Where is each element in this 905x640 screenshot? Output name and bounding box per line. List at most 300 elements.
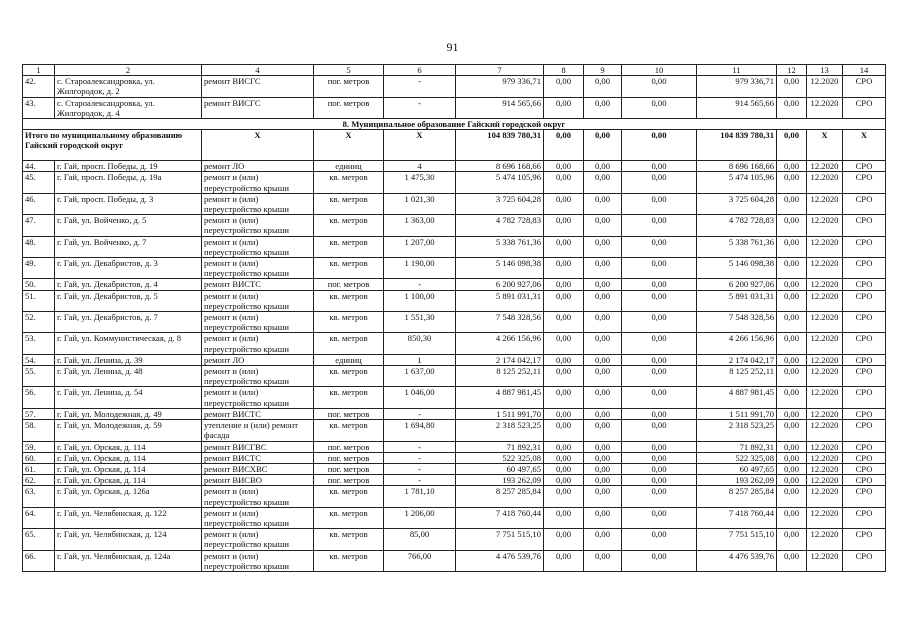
table-row — [23, 486, 886, 507]
quantity-cell: 1 — [384, 354, 456, 365]
completion-date-cell: 12.2020 — [807, 161, 843, 172]
completion-date-cell: 12.2020 — [807, 366, 843, 387]
cost-col9-cell: 0,00 — [584, 333, 622, 354]
cost-col12-cell: 0,00 — [777, 236, 807, 257]
fund-method-cell: СРО — [843, 279, 886, 290]
owners-funds-cell: 2 174 042,17 — [697, 354, 777, 365]
address-cell: г. Гай, ул. Ленина, д. 48 — [55, 366, 202, 387]
owners-funds-cell: 522 325,08 — [697, 452, 777, 463]
cost-col8-cell: 0,00 — [544, 312, 584, 333]
fund-method-cell: СРО — [843, 486, 886, 507]
cost-col12-cell: 0,00 — [777, 215, 807, 236]
cost-col10-cell: 0,00 — [622, 387, 697, 408]
fund-method-cell: СРО — [843, 475, 886, 486]
address-cell: г. Гай, ул. Декабристов, д. 3 — [55, 258, 202, 279]
cost-col9-cell: 0,00 — [584, 529, 622, 550]
row-number: 60. — [23, 452, 55, 463]
owners-funds-cell: 7 548 328,56 — [697, 312, 777, 333]
table-row — [23, 290, 886, 311]
total-cost-cell: 2 318 523,25 — [456, 420, 544, 441]
summary-total: 104 839 780,31 — [456, 130, 544, 161]
owners-funds-cell: 5 891 031,31 — [697, 290, 777, 311]
completion-date-cell: 12.2020 — [807, 76, 843, 97]
cost-col9-cell: 0,00 — [584, 366, 622, 387]
cost-col8-cell: 0,00 — [544, 441, 584, 452]
cost-col8-cell: 0,00 — [544, 279, 584, 290]
address-cell: г. Гай, ул. Ленина, д. 54 — [55, 387, 202, 408]
owners-funds-cell: 4 476 539,76 — [697, 550, 777, 571]
work-type-cell: ремонт и (или) переустройство крыши — [202, 236, 314, 257]
cost-col10-cell: 0,00 — [622, 420, 697, 441]
total-cost-cell: 7 418 760,44 — [456, 507, 544, 528]
fund-method-cell: СРО — [843, 76, 886, 97]
address-cell: г. Гай, ул. Войченко, д. 7 — [55, 236, 202, 257]
address-cell: г. Гай, ул. Декабристов, д. 7 — [55, 312, 202, 333]
summary-col12: 0,00 — [777, 130, 807, 161]
owners-funds-cell: 2 318 523,25 — [697, 420, 777, 441]
total-cost-cell: 8 125 252,11 — [456, 366, 544, 387]
column-header: 10 — [622, 65, 697, 76]
table-row — [23, 97, 886, 118]
cost-col10-cell: 0,00 — [622, 161, 697, 172]
table-row — [23, 236, 886, 257]
cost-col9-cell: 0,00 — [584, 550, 622, 571]
address-cell: г. Гай, ул. Челябинская, д. 122 — [55, 507, 202, 528]
column-header: 6 — [384, 65, 456, 76]
cost-col9-cell: 0,00 — [584, 441, 622, 452]
completion-date-cell: 12.2020 — [807, 236, 843, 257]
cost-col12-cell: 0,00 — [777, 387, 807, 408]
total-cost-cell: 1 511 991,70 — [456, 408, 544, 419]
unit-cell: пог. метров — [314, 475, 384, 486]
cost-col10-cell: 0,00 — [622, 333, 697, 354]
cost-col12-cell: 0,00 — [777, 172, 807, 193]
cost-col12-cell: 0,00 — [777, 76, 807, 97]
unit-cell: пог. метров — [314, 452, 384, 463]
row-number: 63. — [23, 486, 55, 507]
table-row — [23, 550, 886, 571]
unit-cell: кв. метров — [314, 333, 384, 354]
table-row — [23, 354, 886, 365]
work-type-cell: ремонт и (или) переустройство крыши — [202, 507, 314, 528]
work-type-cell: ремонт ВИСТС — [202, 452, 314, 463]
summary-col10: 0,00 — [622, 130, 697, 161]
completion-date-cell: 12.2020 — [807, 420, 843, 441]
total-cost-cell: 60 497,65 — [456, 463, 544, 474]
address-cell: г. Гай, ул. Декабристов, д. 4 — [55, 279, 202, 290]
fund-method-cell: СРО — [843, 161, 886, 172]
cost-col12-cell: 0,00 — [777, 354, 807, 365]
summary-owners-funds: 104 839 780,31 — [697, 130, 777, 161]
cost-col12-cell: 0,00 — [777, 420, 807, 441]
page-number: 91 — [446, 40, 459, 54]
cost-col9-cell: 0,00 — [584, 387, 622, 408]
cost-col10-cell: 0,00 — [622, 366, 697, 387]
address-cell: г. Гай, ул. Орская, д. 126а — [55, 486, 202, 507]
quantity-cell: 850,30 — [384, 333, 456, 354]
cost-col12-cell: 0,00 — [777, 463, 807, 474]
quantity-cell: 4 — [384, 161, 456, 172]
fund-method-cell: СРО — [843, 452, 886, 463]
quantity-cell: 1 363,00 — [384, 215, 456, 236]
work-type-cell: ремонт и (или) переустройство крыши — [202, 258, 314, 279]
fund-method-cell: СРО — [843, 441, 886, 452]
completion-date-cell: 12.2020 — [807, 463, 843, 474]
address-cell: с. Староалександровка, ул. Жилгородок, д. 4 — [55, 97, 202, 118]
unit-cell: кв. метров — [314, 193, 384, 214]
owners-funds-cell: 8 257 285,84 — [697, 486, 777, 507]
cost-col8-cell: 0,00 — [544, 333, 584, 354]
unit-cell: кв. метров — [314, 366, 384, 387]
cost-col8-cell: 0,00 — [544, 550, 584, 571]
cost-col10-cell: 0,00 — [622, 463, 697, 474]
cost-col8-cell: 0,00 — [544, 290, 584, 311]
completion-date-cell: 12.2020 — [807, 475, 843, 486]
cost-col10-cell: 0,00 — [622, 172, 697, 193]
total-cost-cell: 7 751 515,10 — [456, 529, 544, 550]
address-cell: г. Гай, ул. Челябинская, д. 124 — [55, 529, 202, 550]
cost-col10-cell: 0,00 — [622, 475, 697, 486]
owners-funds-cell: 7 418 760,44 — [697, 507, 777, 528]
row-number: 50. — [23, 279, 55, 290]
cost-col8-cell: 0,00 — [544, 193, 584, 214]
quantity-cell: - — [384, 408, 456, 419]
owners-funds-cell: 3 725 604,28 — [697, 193, 777, 214]
fund-method-cell: СРО — [843, 290, 886, 311]
fund-method-cell: СРО — [843, 507, 886, 528]
cost-col9-cell: 0,00 — [584, 258, 622, 279]
summary-unit: Х — [314, 130, 384, 161]
owners-funds-cell: 4 887 981,45 — [697, 387, 777, 408]
owners-funds-cell: 5 146 098,38 — [697, 258, 777, 279]
cost-col10-cell: 0,00 — [622, 97, 697, 118]
cost-col12-cell: 0,00 — [777, 486, 807, 507]
cost-col12-cell: 0,00 — [777, 408, 807, 419]
cost-col8-cell: 0,00 — [544, 387, 584, 408]
fund-method-cell: СРО — [843, 463, 886, 474]
cost-col10-cell: 0,00 — [622, 258, 697, 279]
cost-col9-cell: 0,00 — [584, 420, 622, 441]
cost-col8-cell: 0,00 — [544, 97, 584, 118]
total-cost-cell: 522 325,08 — [456, 452, 544, 463]
fund-method-cell: СРО — [843, 333, 886, 354]
address-cell: г. Гай, ул. Коммунистическая, д. 8 — [55, 333, 202, 354]
address-cell: г. Гай, ул. Орская, д. 114 — [55, 475, 202, 486]
table-row — [23, 193, 886, 214]
completion-date-cell: 12.2020 — [807, 550, 843, 571]
work-type-cell: ремонт ВИСГС — [202, 76, 314, 97]
address-cell: с. Староалександровка, ул. Жилгородок, д. 2 — [55, 76, 202, 97]
column-header: 1 — [23, 65, 55, 76]
row-number: 48. — [23, 236, 55, 257]
fund-method-cell: СРО — [843, 215, 886, 236]
work-type-cell: ремонт и (или) переустройство крыши — [202, 486, 314, 507]
owners-funds-cell: 4 266 156,96 — [697, 333, 777, 354]
address-cell: г. Гай, ул. Челябинская, д. 124а — [55, 550, 202, 571]
column-header: 12 — [777, 65, 807, 76]
column-header: 4 — [202, 65, 314, 76]
unit-cell: кв. метров — [314, 387, 384, 408]
quantity-cell: 85,00 — [384, 529, 456, 550]
owners-funds-cell: 1 511 991,70 — [697, 408, 777, 419]
cost-col10-cell: 0,00 — [622, 507, 697, 528]
fund-method-cell: СРО — [843, 172, 886, 193]
quantity-cell: - — [384, 475, 456, 486]
unit-cell: пог. метров — [314, 441, 384, 452]
owners-funds-cell: 8 696 168,66 — [697, 161, 777, 172]
completion-date-cell: 12.2020 — [807, 354, 843, 365]
work-type-cell: ремонт ВИСТС — [202, 279, 314, 290]
work-type-cell: ремонт и (или) переустройство крыши — [202, 366, 314, 387]
cost-col9-cell: 0,00 — [584, 408, 622, 419]
cost-col8-cell: 0,00 — [544, 463, 584, 474]
quantity-cell: - — [384, 279, 456, 290]
address-cell: г. Гай, ул. Молодежная, д. 59 — [55, 420, 202, 441]
cost-col10-cell: 0,00 — [622, 193, 697, 214]
quantity-cell: 1 781,10 — [384, 486, 456, 507]
cost-col10-cell: 0,00 — [622, 215, 697, 236]
fund-method-cell: СРО — [843, 354, 886, 365]
quantity-cell: 1 551,30 — [384, 312, 456, 333]
cost-col8-cell: 0,00 — [544, 507, 584, 528]
work-type-cell: ремонт и (или) переустройство крыши — [202, 172, 314, 193]
fund-method-cell: СРО — [843, 550, 886, 571]
work-type-cell: утепление и (или) ремонт фасада — [202, 420, 314, 441]
unit-cell: кв. метров — [314, 550, 384, 571]
unit-cell: кв. метров — [314, 258, 384, 279]
cost-col10-cell: 0,00 — [622, 76, 697, 97]
table-row — [23, 258, 886, 279]
unit-cell: кв. метров — [314, 486, 384, 507]
completion-date-cell: 12.2020 — [807, 97, 843, 118]
fund-method-cell: СРО — [843, 408, 886, 419]
cost-col12-cell: 0,00 — [777, 290, 807, 311]
cost-col9-cell: 0,00 — [584, 215, 622, 236]
table-row — [23, 215, 886, 236]
cost-col9-cell: 0,00 — [584, 486, 622, 507]
fund-method-cell: СРО — [843, 236, 886, 257]
column-header: 5 — [314, 65, 384, 76]
cost-col10-cell: 0,00 — [622, 408, 697, 419]
cost-col9-cell: 0,00 — [584, 507, 622, 528]
table-row — [23, 76, 886, 97]
cost-col12-cell: 0,00 — [777, 441, 807, 452]
column-header: 14 — [843, 65, 886, 76]
completion-date-cell: 12.2020 — [807, 290, 843, 311]
unit-cell: пог. метров — [314, 463, 384, 474]
quantity-cell: 1 190,00 — [384, 258, 456, 279]
unit-cell: кв. метров — [314, 312, 384, 333]
completion-date-cell: 12.2020 — [807, 529, 843, 550]
work-type-cell: ремонт и (или) переустройство крыши — [202, 333, 314, 354]
table-row — [23, 172, 886, 193]
work-type-cell: ремонт и (или) переустройство крыши — [202, 550, 314, 571]
total-cost-cell: 4 266 156,96 — [456, 333, 544, 354]
cost-col10-cell: 0,00 — [622, 486, 697, 507]
table-row — [23, 529, 886, 550]
cost-col8-cell: 0,00 — [544, 172, 584, 193]
unit-cell: единиц — [314, 354, 384, 365]
cost-col8-cell: 0,00 — [544, 215, 584, 236]
fund-method-cell: СРО — [843, 97, 886, 118]
row-number: 64. — [23, 507, 55, 528]
cost-col8-cell: 0,00 — [544, 529, 584, 550]
table-row — [23, 420, 886, 441]
address-cell: г. Гай, ул. Декабристов, д. 5 — [55, 290, 202, 311]
work-type-cell: ремонт ВИСГВС — [202, 441, 314, 452]
work-type-cell: ремонт ВИСВО — [202, 475, 314, 486]
table-row — [23, 387, 886, 408]
owners-funds-cell: 4 782 728,83 — [697, 215, 777, 236]
unit-cell: пог. метров — [314, 97, 384, 118]
row-number: 53. — [23, 333, 55, 354]
table-row — [23, 463, 886, 474]
unit-cell: кв. метров — [314, 172, 384, 193]
column-header: 11 — [697, 65, 777, 76]
total-cost-cell: 914 565,66 — [456, 97, 544, 118]
table-row — [23, 452, 886, 463]
cost-col12-cell: 0,00 — [777, 475, 807, 486]
owners-funds-cell: 5 338 761,36 — [697, 236, 777, 257]
quantity-cell: 1 637,00 — [384, 366, 456, 387]
owners-funds-cell: 193 262,09 — [697, 475, 777, 486]
row-number: 46. — [23, 193, 55, 214]
quantity-cell: 1 046,00 — [384, 387, 456, 408]
summary-qty: Х — [384, 130, 456, 161]
cost-col12-cell: 0,00 — [777, 550, 807, 571]
owners-funds-cell: 60 497,65 — [697, 463, 777, 474]
completion-date-cell: 12.2020 — [807, 193, 843, 214]
address-cell: г. Гай, просп. Победы, д. 19а — [55, 172, 202, 193]
cost-col10-cell: 0,00 — [622, 236, 697, 257]
row-number: 52. — [23, 312, 55, 333]
address-cell: г. Гай, просп. Победы, д. 3 — [55, 193, 202, 214]
cost-col10-cell: 0,00 — [622, 529, 697, 550]
table-row — [23, 312, 886, 333]
owners-funds-cell: 979 336,71 — [697, 76, 777, 97]
work-type-cell: ремонт ВИСГС — [202, 97, 314, 118]
cost-col10-cell: 0,00 — [622, 441, 697, 452]
cost-col10-cell: 0,00 — [622, 452, 697, 463]
quantity-cell: 1 100,00 — [384, 290, 456, 311]
cost-col8-cell: 0,00 — [544, 366, 584, 387]
table-body — [23, 65, 886, 572]
address-cell: г. Гай, ул. Ленина, д. 39 — [55, 354, 202, 365]
column-header: 8 — [544, 65, 584, 76]
total-cost-cell: 979 336,71 — [456, 76, 544, 97]
table-row — [23, 475, 886, 486]
cost-col9-cell: 0,00 — [584, 463, 622, 474]
cost-col8-cell: 0,00 — [544, 258, 584, 279]
quantity-cell: 1 206,00 — [384, 507, 456, 528]
owners-funds-cell: 914 565,66 — [697, 97, 777, 118]
address-cell: г. Гай, ул. Орская, д. 114 — [55, 463, 202, 474]
work-type-cell: ремонт ЛО — [202, 161, 314, 172]
work-type-cell: ремонт и (или) переустройство крыши — [202, 290, 314, 311]
completion-date-cell: 12.2020 — [807, 312, 843, 333]
row-number: 62. — [23, 475, 55, 486]
unit-cell: кв. метров — [314, 529, 384, 550]
total-cost-cell: 5 891 031,31 — [456, 290, 544, 311]
quantity-cell: 766,00 — [384, 550, 456, 571]
fund-method-cell: СРО — [843, 366, 886, 387]
cost-col12-cell: 0,00 — [777, 529, 807, 550]
total-cost-cell: 8 257 285,84 — [456, 486, 544, 507]
owners-funds-cell: 7 751 515,10 — [697, 529, 777, 550]
row-number: 66. — [23, 550, 55, 571]
table-row — [23, 408, 886, 419]
cost-col8-cell: 0,00 — [544, 236, 584, 257]
cost-col10-cell: 0,00 — [622, 354, 697, 365]
total-cost-cell: 4 887 981,45 — [456, 387, 544, 408]
fund-method-cell: СРО — [843, 312, 886, 333]
table-row — [23, 161, 886, 172]
row-number: 57. — [23, 408, 55, 419]
quantity-cell: 1 021,30 — [384, 193, 456, 214]
total-cost-cell: 4 476 539,76 — [456, 550, 544, 571]
total-cost-cell: 193 262,09 — [456, 475, 544, 486]
owners-funds-cell: 5 474 105,96 — [697, 172, 777, 193]
row-number: 42. — [23, 76, 55, 97]
row-number: 59. — [23, 441, 55, 452]
cost-col9-cell: 0,00 — [584, 172, 622, 193]
completion-date-cell: 12.2020 — [807, 441, 843, 452]
work-type-cell: ремонт и (или) переустройство крыши — [202, 529, 314, 550]
cost-col12-cell: 0,00 — [777, 366, 807, 387]
cost-col12-cell: 0,00 — [777, 97, 807, 118]
column-header: 9 — [584, 65, 622, 76]
completion-date-cell: 12.2020 — [807, 172, 843, 193]
cost-col12-cell: 0,00 — [777, 507, 807, 528]
summary-row — [23, 130, 886, 161]
cost-col8-cell: 0,00 — [544, 408, 584, 419]
total-cost-cell: 7 548 328,56 — [456, 312, 544, 333]
cost-col12-cell: 0,00 — [777, 161, 807, 172]
unit-cell: пог. метров — [314, 76, 384, 97]
completion-date-cell: 12.2020 — [807, 279, 843, 290]
fund-method-cell: СРО — [843, 529, 886, 550]
cost-col12-cell: 0,00 — [777, 312, 807, 333]
cost-col9-cell: 0,00 — [584, 354, 622, 365]
cost-col8-cell: 0,00 — [544, 354, 584, 365]
cost-col8-cell: 0,00 — [544, 452, 584, 463]
work-type-cell: ремонт и (или) переустройство крыши — [202, 193, 314, 214]
completion-date-cell: 12.2020 — [807, 452, 843, 463]
completion-date-cell: 12.2020 — [807, 486, 843, 507]
section-title-row — [23, 119, 886, 130]
owners-funds-cell: 8 125 252,11 — [697, 366, 777, 387]
work-type-cell: ремонт и (или) переустройство крыши — [202, 312, 314, 333]
quantity-cell: - — [384, 463, 456, 474]
completion-date-cell: 12.2020 — [807, 387, 843, 408]
unit-cell: кв. метров — [314, 507, 384, 528]
cost-col12-cell: 0,00 — [777, 333, 807, 354]
quantity-cell: - — [384, 441, 456, 452]
total-cost-cell: 5 474 105,96 — [456, 172, 544, 193]
cost-col9-cell: 0,00 — [584, 452, 622, 463]
quantity-cell: 1 694,80 — [384, 420, 456, 441]
cost-col9-cell: 0,00 — [584, 475, 622, 486]
cost-col10-cell: 0,00 — [622, 550, 697, 571]
completion-date-cell: 12.2020 — [807, 258, 843, 279]
completion-date-cell: 12.2020 — [807, 333, 843, 354]
summary-col9: 0,00 — [584, 130, 622, 161]
cost-col9-cell: 0,00 — [584, 76, 622, 97]
fund-method-cell: СРО — [843, 387, 886, 408]
quantity-cell: - — [384, 452, 456, 463]
table-row — [23, 441, 886, 452]
cost-col12-cell: 0,00 — [777, 452, 807, 463]
